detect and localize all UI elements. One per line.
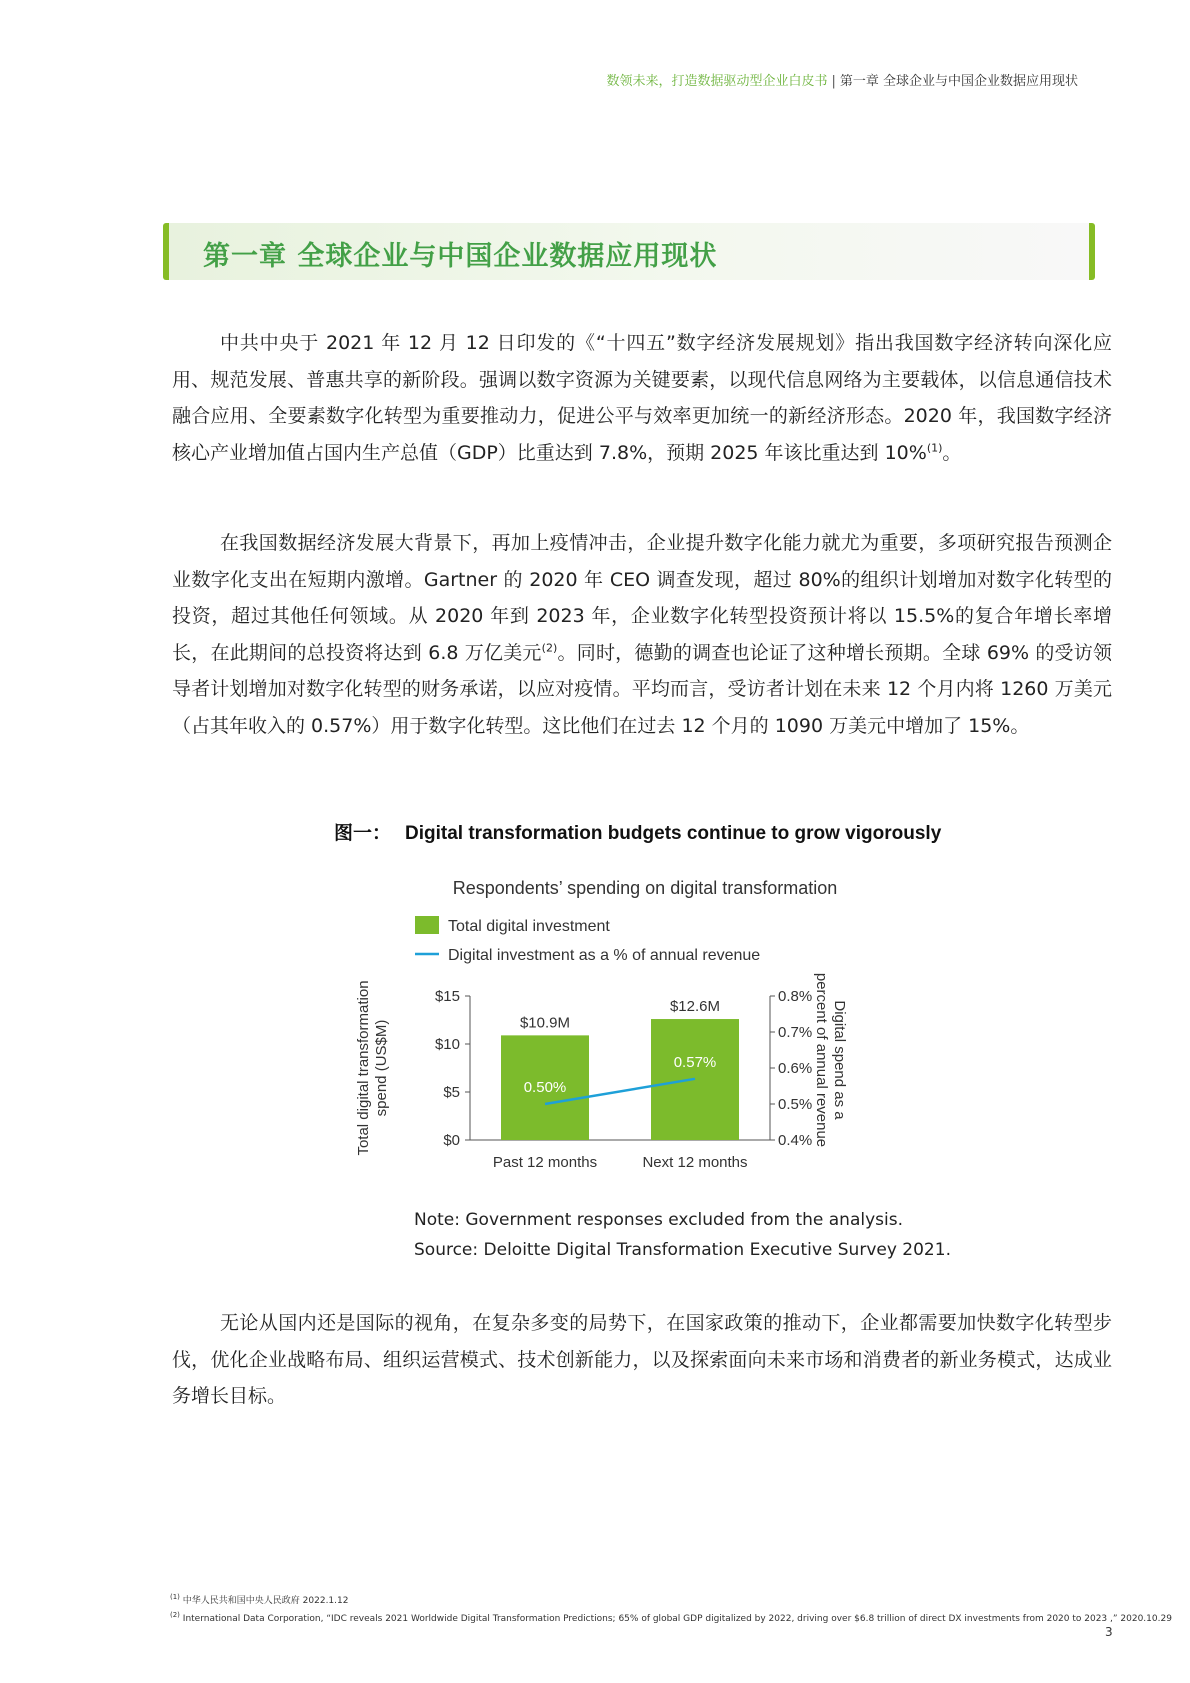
footnote-2-text: International Data Corporation, “IDC reveals 2021 Worldwide Digital Transformation Predictions; 65% of global GDP digitalized by 2022, driving over $6.8 trillion of direct DX investments from 2020 to 2023 ,” 2020.10.29 bbox=[182, 1614, 1172, 1624]
figure-label: 图一： bbox=[334, 822, 392, 844]
paragraph-1-end: 。 bbox=[942, 441, 962, 464]
left-tick-label: $10 bbox=[434, 1036, 460, 1053]
figure-caption: Digital transformation budgets continue to grow vigorously bbox=[405, 823, 942, 844]
line-value-label: 0.57% bbox=[673, 1053, 717, 1071]
paragraph-2 bbox=[172, 525, 1112, 744]
footnotes bbox=[170, 1590, 1172, 1626]
footnote-2 bbox=[170, 1608, 1172, 1626]
right-axis bbox=[770, 988, 812, 1149]
chart-source: Source: Deloitte Digital Transformation Executive Survey 2021. bbox=[414, 1240, 951, 1260]
legend-line-label: Digital investment as a % of annual revenue bbox=[448, 947, 761, 964]
left-tick-label: $15 bbox=[434, 988, 460, 1005]
right-tick-label: 0.5% bbox=[778, 1096, 813, 1113]
page-number: 3 bbox=[1105, 1625, 1113, 1639]
left-axis-title bbox=[355, 980, 390, 1155]
right-tick-label: 0.7% bbox=[778, 1024, 813, 1041]
footnote-ref-1[interactable]: (1) bbox=[926, 441, 943, 455]
right-tick-label: 0.6% bbox=[778, 1060, 813, 1077]
legend-bar-label: Total digital investment bbox=[448, 918, 610, 935]
right-axis-title bbox=[813, 973, 848, 1147]
footnote-2-ref: (2) bbox=[170, 1611, 180, 1619]
header-chapter: 第一章 全球企业与中国企业数据应用现状 bbox=[839, 74, 1078, 89]
left-axis-title-line: Total digital transformation bbox=[355, 980, 372, 1156]
header-report-title: 数领未来，打造数据驱动型企业白皮书 bbox=[606, 74, 828, 89]
paragraph-2-text: 在我国数据经济发展大背景下，再加上疫情冲击，企业提升数字化能力就尤为重要，多项研究报告预测企业数字化支出在短期内激增。Gartner 的 2020 年 CEO 调查发现，超过 80%的组织计划增加对数字化转型的投资，超过其他任何领域。从 2020 年到 2023 年，企业数字化转型投资预计将以 15.5%的复合年增长率增长，在此期间的总投资将达到 6.8 万亿美元 bbox=[172, 532, 1112, 664]
chart-note: Note: Government responses excluded from the analysis. bbox=[414, 1210, 903, 1230]
digital-spend-chart bbox=[350, 860, 930, 1180]
paragraph-1 bbox=[172, 325, 1112, 471]
right-tick-label: 0.4% bbox=[778, 1132, 813, 1149]
footnote-1 bbox=[170, 1590, 1070, 1608]
paragraph-3: 无论从国内还是国际的视角，在复杂多变的局势下，在国家政策的推动下，企业都需要加快数字化转型步伐，优化企业战略布局、组织运营模式、技术创新能力，以及探索面向未来市场和消费者的新业务模式，达成业务增长目标。 bbox=[172, 1312, 1112, 1407]
chapter-title: 第一章 全球企业与中国企业数据应用现状 bbox=[203, 241, 718, 272]
footnote-1-ref: (1) bbox=[170, 1593, 180, 1601]
header-separator: | bbox=[831, 74, 836, 89]
line-value-label: 0.50% bbox=[523, 1079, 567, 1096]
legend-bar-swatch bbox=[415, 916, 439, 934]
chapter-banner bbox=[163, 223, 1095, 280]
paragraph-1-text: 中共中央于 2021 年 12 月 12 日印发的《“十四五”数字经济发展规划》指出我国数字经济转向深化应用、规范发展、普惠共享的新阶段。强调以数字资源为关键要素，以现代信息网络为主要载体，以信息通信技术融合应用、全要素数字化转型为重要推动力，促进公平与效率更加统一的新经济形态。2020 年，我国数字经济核心产业增加值占国内生产总值（GDP）比重达到 7.8%，预期 2025 年该比重达到 10% bbox=[172, 332, 1112, 464]
left-tick-label: $5 bbox=[443, 1084, 460, 1101]
x-tick-label: Past 12 months bbox=[492, 1154, 598, 1171]
x-tick-label: Next 12 months bbox=[642, 1154, 748, 1171]
paragraph-2-end: 。同时，德勤的调查也论证了这种增长预期。全球 69% 的受访领导者计划增加对数字化转型的财务承诺，以应对疫情。平均而言，受访者计划在未来 12 个月内将 1260 万美元（占其年收入的 0.57%）用于数字化转型。这比他们在过去 12 个月的 1090 万美元中增加了 15%。 bbox=[172, 641, 1113, 737]
chart-title: Respondents’ spending on digital transformation bbox=[452, 878, 838, 898]
bar-value-label: $10.9M bbox=[519, 1014, 571, 1032]
running-header bbox=[606, 70, 1078, 89]
left-axis-title-line: spend (US$M) bbox=[373, 1019, 390, 1117]
footnote-ref-2[interactable]: (2) bbox=[541, 641, 558, 655]
footnote-1-text: 中华人民共和国中央人民政府 2022.1.12 bbox=[182, 1596, 349, 1606]
x-axis-labels bbox=[493, 1154, 748, 1171]
left-tick-label: $0 bbox=[443, 1132, 460, 1149]
right-axis-title-line: Digital spend as a bbox=[831, 1000, 848, 1120]
figure-title bbox=[334, 818, 941, 845]
bar-value-label: $12.6M bbox=[669, 998, 721, 1016]
right-tick-label: 0.8% bbox=[778, 988, 813, 1005]
right-axis-title-line: percent of annual revenue bbox=[813, 972, 830, 1148]
